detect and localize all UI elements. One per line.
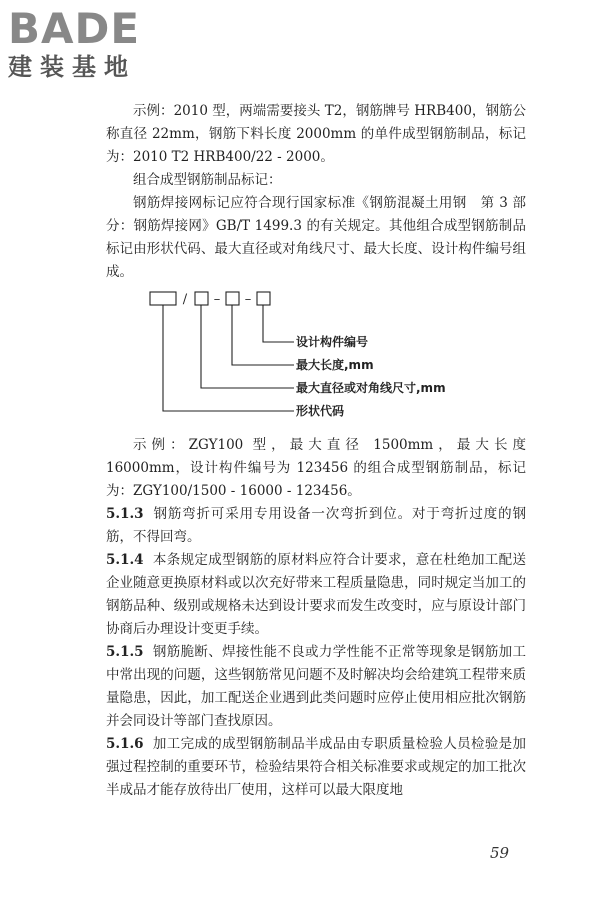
label-max-length: 最大长度,mm: [296, 358, 374, 372]
combined-product-heading: 组合成型钢筋制品标记：: [133, 172, 282, 188]
separator-slash: /: [182, 292, 188, 307]
logo-chinese-text: 建装基地: [8, 53, 136, 81]
combined-product-description: 钢筋焊接网标记应符合现行国家标准《钢筋混凝土用钢 第 3 部分：钢筋焊接网》GB/T 1499.3 的有关规定。其他组合成型钢筋制品标记由形状代码、最大直径或对角线尺寸、最大长度、设计构件编号组成。: [106, 195, 526, 280]
box-member-number: [257, 292, 270, 305]
label-member-number: 设计构件编号: [296, 335, 369, 349]
label-max-diameter: 最大直径或对角线尺寸,mm: [296, 381, 446, 395]
marking-structure-diagram: [106, 290, 526, 430]
leader-shape-code: [163, 305, 294, 411]
page-number: 59: [490, 844, 510, 862]
section-text: 钢筋弯折可采用专用设备一次弯折到位。对于弯折过度的钢筋，不得回弯。: [106, 506, 526, 545]
section-number: 5.1.4: [106, 552, 144, 568]
section-5-1-5: [106, 641, 526, 733]
section-number: 5.1.5: [106, 644, 144, 660]
section-text: 加工完成的成型钢筋制品半成品由专职质量检验人员检验是加强过程控制的重要环节，检验结果符合相关标准要求或规定的加工批次半成品才能存放待出厂使用，这样可以最大限度地: [106, 736, 526, 798]
separator-dash-2: –: [244, 292, 252, 307]
section-5-1-6: [106, 733, 526, 802]
section-number: 5.1.3: [106, 506, 144, 522]
box-max-length: [226, 292, 239, 305]
box-shape-code: [150, 292, 176, 305]
section-5-1-3: [106, 503, 526, 549]
label-shape-code: 形状代码: [296, 404, 345, 418]
publisher-logo: [8, 6, 178, 82]
section-number: 5.1.6: [106, 736, 144, 752]
page-body: [106, 100, 526, 802]
example-combined-product: 示例：ZGY100 型，最大直径 1500mm，最大长度 16000mm，设计构件编号为 123456 的组合成型钢筋制品，标记为：ZGY100/1500 - 16000 - 123456。: [106, 437, 526, 499]
leader-member-number: [263, 305, 294, 342]
example-single-product: 示例：2010 型，两端需要接头 T2，钢筋牌号 HRB400，钢筋公称直径 22mm，钢筋下料长度 2000mm 的单件成型钢筋制品，标记为：2010 T2 HRB400/22 - 2000。: [106, 103, 526, 165]
box-max-diameter: [195, 292, 208, 305]
section-text: 钢筋脆断、焊接性能不良或力学性能不正常等现象是钢筋加工中常出现的问题，这些钢筋常见问题不及时解决均会给建筑工程带来质量隐患，因此，加工配送企业遇到此类问题时应停止使用相应批次钢筋并会同设计等部门查找原因。: [106, 644, 526, 729]
section-text: 本条规定成型钢筋的原材料应符合计要求，意在杜绝加工配送企业随意更换原材料或以次充好带来工程质量隐患，同时规定当加工的钢筋品种、级别或规格未达到设计要求而发生改变时，应与原设计部门协商后办理设计变更手续。: [106, 552, 526, 637]
logo-latin-text: BADE: [8, 4, 141, 53]
section-5-1-4: [106, 549, 526, 641]
leader-max-diameter: [201, 305, 294, 388]
separator-dash-1: –: [213, 292, 221, 307]
marking-diagram-lines: [146, 290, 296, 430]
